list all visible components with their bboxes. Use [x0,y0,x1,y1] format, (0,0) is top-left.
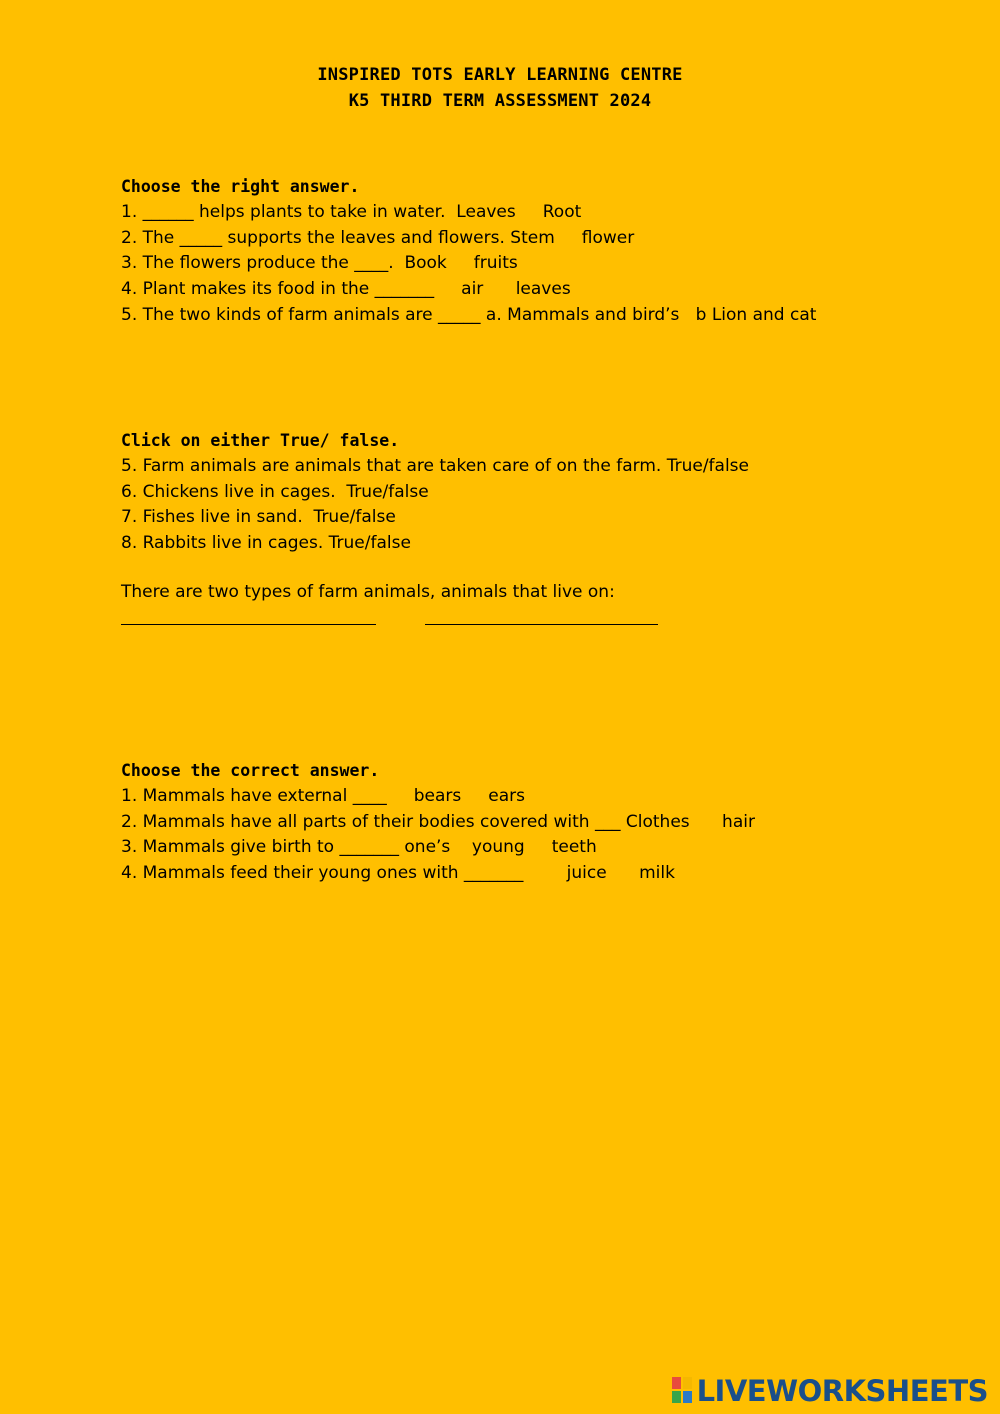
worksheet-header [0,62,1000,114]
question-line: 3. Mammals give birth to _______ one’s young teeth [121,837,597,858]
section-choose-correct-answer [121,758,921,887]
question-line: 5. The two kinds of farm animals are _____ a. Mammals and bird’s b Lion and cat [121,304,817,325]
logo-square-green [672,1391,681,1403]
logo-square-yellow [683,1377,692,1389]
section-heading: Choose the correct answer. [121,761,380,780]
question-line: 8. Rabbits live in cages. True/false [121,533,411,554]
question-line: 4. Mammals feed their young ones with _______ juice milk [121,863,675,884]
section-true-false [121,428,921,557]
question-line: 2. Mammals have all parts of their bodies covered with ___ Clothes hair [121,811,755,832]
farm-animals-prompt: There are two types of farm animals, animals that live on: [121,582,615,602]
question-line: 5. Farm animals are animals that are taken care of on the farm. True/false [121,456,749,476]
section-choose-right-answer [121,174,921,329]
question-line: 4. Plant makes its food in the _______ air leaves [121,279,571,300]
liveworksheets-logo-icon [672,1377,694,1405]
section-heading: Click on either True/ false. [121,431,400,450]
logo-square-red [672,1377,681,1389]
logo-square-blue [683,1391,692,1403]
logo-text: LIVEWORKSHEETS [696,1374,988,1408]
liveworksheets-logo [672,1373,988,1409]
question-line: 1. ______ helps plants to take in water. Leaves Root [121,202,582,222]
school-name: INSPIRED TOTS EARLY LEARNING CENTRE [317,65,683,85]
question-line: 1. Mammals have external ____ bears ears [121,786,525,806]
answer-blank-1[interactable] [121,624,376,625]
question-line: 3. The flowers produce the ____. Book fruits [121,253,518,274]
question-line: 6. Chickens live in cages. True/false [121,481,429,502]
section-heading: Choose the right answer. [121,177,360,196]
assessment-title: K5 THIRD TERM ASSESSMENT 2024 [348,91,652,111]
answer-blank-2[interactable] [425,624,658,625]
answer-blanks [121,606,721,632]
farm-animals-prompt-block [121,580,921,606]
question-line: 7. Fishes live in sand. True/false [121,507,396,528]
question-line: 2. The _____ supports the leaves and flowers. Stem flower [121,227,635,248]
